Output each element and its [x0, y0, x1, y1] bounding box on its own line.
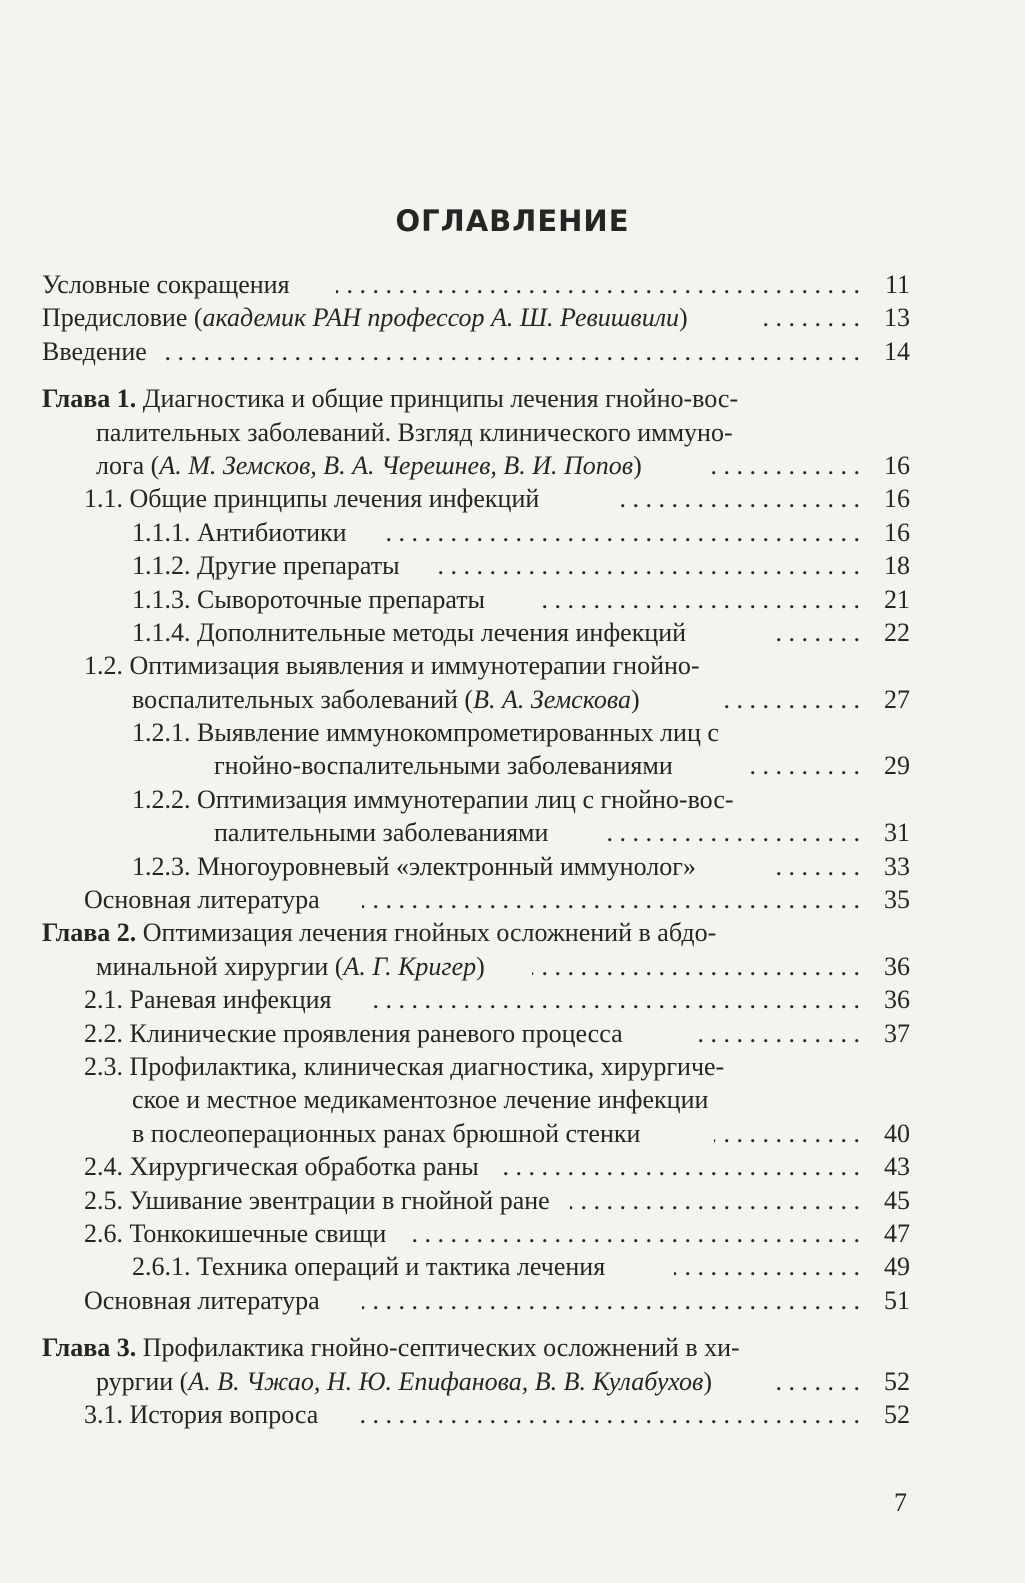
toc-entry-chapter-3[interactable]: Глава 3. Профилактика гнойно-септических осложнений в хи- рургии (А. В. Чжао, Н. Ю. Епифанова, В. В. Кулабухов) . . . 52	[42, 1331, 910, 1398]
toc-entry-1-2[interactable]: 1.2. Оптимизация выявления и иммунотерапии гнойно- воспалительных заболеваний (В. А. Земскова) . . . 27	[42, 649, 910, 716]
toc-entry-chapter-1[interactable]: Глава 1. Диагностика и общие принципы лечения гнойно-вос- палительных заболеваний. Взгляд клинического иммуно- лога (А. М. Земсков, В. А. Черешнев, В. И. Попов) . . . 16	[42, 382, 910, 482]
toc-entry-chapter-2[interactable]: Глава 2. Оптимизация лечения гнойных осложнений в абдо- минальной хирургии (А. Г. Кригер) . . . 36	[42, 916, 910, 983]
toc-entry-introduction[interactable]: Введение . . . 14	[42, 335, 910, 368]
toc-entry-1-2-1[interactable]: 1.2.1. Выявление иммунокомпрометированных лиц с гнойно-воспалительными заболеваниями . . . 29	[42, 716, 910, 783]
toc-entry-abbreviations[interactable]: Условные сокращения . . . 11	[42, 268, 910, 301]
toc-entry-2-4[interactable]: 2.4. Хирургическая обработка раны . . . 43	[42, 1150, 910, 1183]
table-of-contents	[42, 268, 910, 1431]
page-number: 7	[894, 1488, 907, 1517]
toc-entry-2-5[interactable]: 2.5. Ушивание эвентрации в гнойной ране . . . 45	[42, 1184, 910, 1217]
toc-entry-2-3[interactable]: 2.3. Профилактика, клиническая диагностика, хирургиче- ское и местное медикаментозное лечение инфекции в послеоперационных ранах брюшной стенки . . . 40	[42, 1050, 910, 1150]
toc-entry-ch1-literature[interactable]: Основная литература . . . 35	[42, 883, 910, 916]
toc-entry-1-2-3[interactable]: 1.2.3. Многоуровневый «электронный иммунолог» . . . 33	[42, 850, 910, 883]
toc-entry-preface[interactable]: Предисловие (академик РАН профессор А. Ш. Ревишвили) . . . 13	[42, 301, 910, 334]
toc-entry-2-6-1[interactable]: 2.6.1. Техника операций и тактика лечения . . . 49	[42, 1250, 910, 1283]
toc-entry-2-2[interactable]: 2.2. Клинические проявления раневого процесса . . . 37	[42, 1017, 910, 1050]
toc-entry-ch2-literature[interactable]: Основная литература . . . 51	[42, 1284, 910, 1317]
toc-entry-2-1[interactable]: 2.1. Раневая инфекция . . . 36	[42, 983, 910, 1016]
toc-entry-1-1[interactable]: 1.1. Общие принципы лечения инфекций . . . 16	[42, 482, 910, 515]
toc-entry-1-2-2[interactable]: 1.2.2. Оптимизация иммунотерапии лиц с гнойно-вос- палительными заболеваниями . . . 31	[42, 783, 910, 850]
toc-title: ОГЛАВЛЕНИЕ	[395, 204, 630, 238]
toc-entry-3-1[interactable]: 3.1. История вопроса . . . 52	[42, 1398, 910, 1431]
toc-entry-2-6[interactable]: 2.6. Тонкокишечные свищи . . . 47	[42, 1217, 910, 1250]
toc-entry-1-1-3[interactable]: 1.1.3. Сывороточные препараты . . . 21	[42, 583, 910, 616]
toc-entry-1-1-1[interactable]: 1.1.1. Антибиотики . . . 16	[42, 516, 910, 549]
toc-entry-1-1-4[interactable]: 1.1.4. Дополнительные методы лечения инфекций . . . 22	[42, 616, 910, 649]
toc-entry-1-1-2[interactable]: 1.1.2. Другие препараты . . . 18	[42, 549, 910, 582]
